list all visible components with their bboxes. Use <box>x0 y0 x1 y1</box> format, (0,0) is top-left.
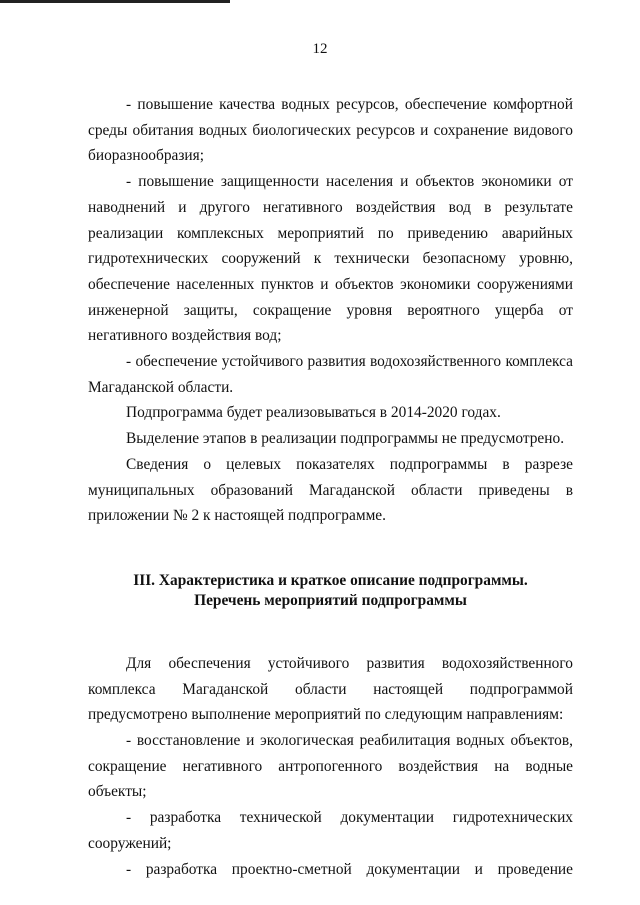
section-heading <box>88 571 573 611</box>
section-heading-line1: III. Характеристика и краткое описание подпрограммы. <box>133 571 528 589</box>
spacer <box>88 611 573 651</box>
paragraph-target-indicators: Сведения о целевых показателях подпрограммы в разрезе муниципальных образований Магаданской области приведены в приложении № 2 к настоящей подпрограмме. <box>88 455 573 525</box>
section-heading-line2: Перечень мероприятий подпрограммы <box>194 591 467 609</box>
paragraph-technical-documentation: - разработка технической документации гидротехнических сооружений; <box>88 809 573 852</box>
paragraph-sustainable-development: - обеспечение устойчивого развития водохозяйственного комплекса Магаданской области. <box>88 353 573 396</box>
paragraph-stages: Выделение этапов в реализации подпрограммы не предусмотрено. <box>126 430 565 448</box>
page-number: 12 <box>312 41 328 57</box>
paragraph-water-quality: - повышение качества водных ресурсов, обеспечение комфортной среды обитания водных биологических ресурсов и сохранение видового биоразнообразия; <box>88 96 573 165</box>
paragraph-period: Подпрограмма будет реализовываться в 2014-2020 годах. <box>126 404 501 422</box>
paragraph-flood-protection: - повышение защищенности населения и объектов экономики от наводнений и другого негативного воздействия вод в результате реализации комплексных мероприятий по приведению аварийных гидротехнических сооружений к технически безопасному уровню, обеспечение населенных пунктов и объектов экономики сооружениями инженерной защиты, сокращение уровня вероятного ущерба от негативного воздействия вод; <box>88 173 573 345</box>
paragraph-restoration: - восстановление и экологическая реабилитация водных объектов, сокращение негативного антропогенного воздействия на водные объекты; <box>88 732 573 801</box>
paragraph-directions-intro: Для обеспечения устойчивого развития водохозяйственного комплекса Магаданской области настоящей подпрограммой предусмотрено выполнение мероприятий по следующим направлениям: <box>88 654 573 724</box>
paragraph-design-documentation: - разработка проектно-сметной документации и проведение <box>126 860 573 878</box>
spacer <box>88 529 573 571</box>
document-body <box>88 92 573 882</box>
top-rule <box>0 0 230 3</box>
